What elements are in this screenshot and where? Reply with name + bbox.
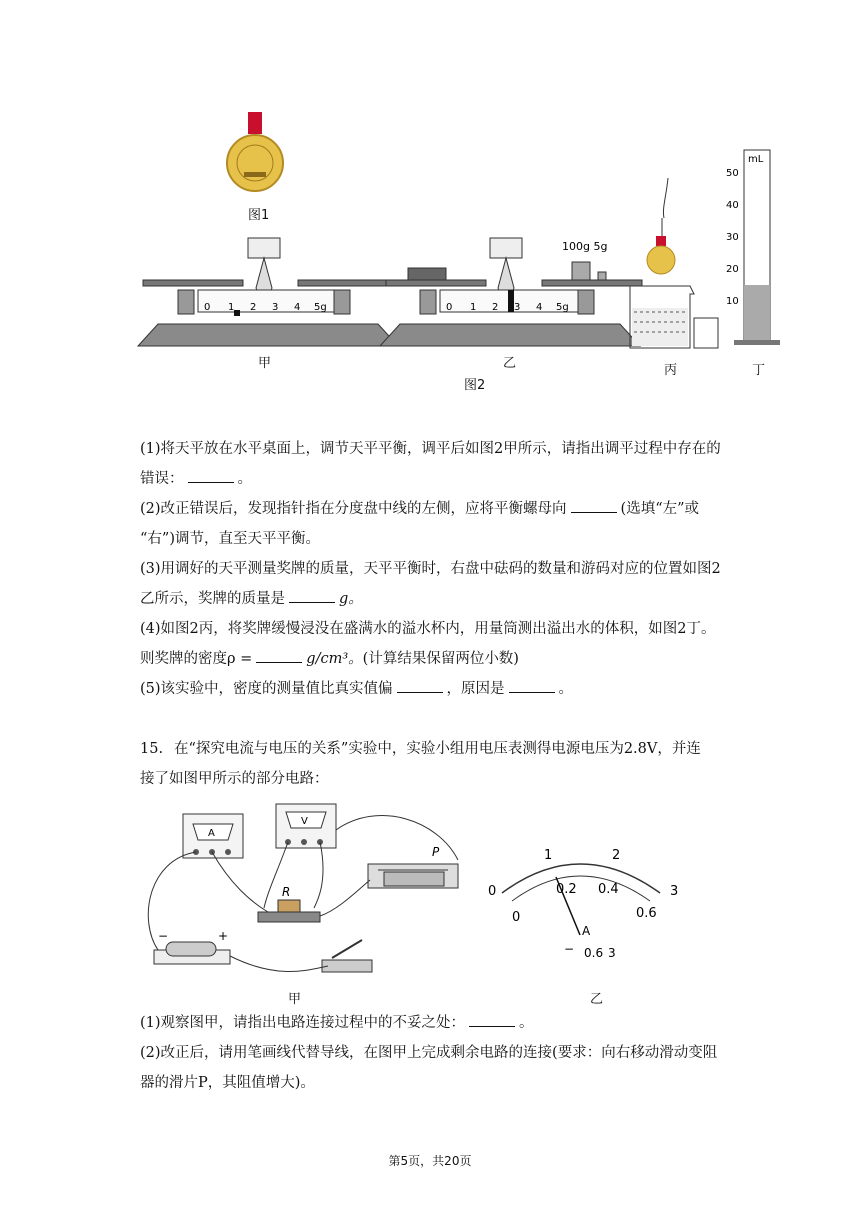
scale-tick: 4 — [294, 302, 301, 313]
q15-part-1: (1)观察图甲，请指出电路连接过程中的不妥之处： 。 — [140, 1008, 760, 1038]
balance-jia — [138, 238, 398, 346]
battery-minus: − — [158, 929, 169, 943]
cylinder-tick: 10 — [726, 296, 739, 307]
scale-tick: 2 — [492, 302, 499, 313]
q14-part-4-line-1: (4)如图2丙，将奖牌缓慢浸没在盛满水的溢水杯内，用量筒测出溢出水的体积，如图2丁。 — [140, 621, 716, 637]
q15-part-2-line-1: (2)改正后，请用笔画线代替导线，在图甲上完成剩余电路的连接(要求：向右移动滑动变阻 — [140, 1045, 718, 1061]
cylinder-tick: 20 — [726, 264, 739, 275]
dial-label: 3 — [670, 884, 679, 899]
cylinder-tick: 40 — [726, 200, 739, 211]
answer-blank — [397, 678, 443, 693]
figure-1-medal — [220, 108, 290, 198]
scale-tick: 5g — [556, 302, 569, 313]
dial-label: 0 — [512, 910, 521, 925]
scale-tick: 2 — [250, 302, 257, 313]
q14-part-5: (5)该实验中，密度的测量值比真实值偏 ，原因是 。 — [140, 674, 760, 704]
circuit-diagram — [138, 800, 468, 980]
q15-part-2-line-2: 器的滑片P，其阻值增大)。 — [140, 1075, 315, 1091]
dial-label: 0.2 — [556, 882, 577, 897]
label-bing: 丙 — [664, 363, 678, 378]
resistor-label: R — [282, 885, 291, 899]
answer-blank — [571, 498, 617, 513]
medal-disc — [227, 135, 283, 191]
weights-label: 100g 5g — [562, 240, 608, 253]
medal-ribbon — [248, 112, 262, 134]
scale-tick: 5g — [314, 302, 327, 313]
scale-tick: 4 — [536, 302, 543, 313]
dial-label: 0.6 — [636, 906, 657, 921]
ammeter-label: A — [208, 828, 215, 839]
cylinder-unit: mL — [748, 154, 764, 165]
q14-part-1-line-2: 错误： 。 — [140, 464, 760, 494]
question-15-parts — [140, 1008, 760, 1098]
dial-label: 0 — [488, 884, 497, 899]
question-14 — [140, 434, 760, 704]
question-number: 15. — [140, 741, 164, 757]
question-15-intro: 15. 在“探究电流与电压的关系”实验中，实验小组用电压表测得电源电压为2.8V，并连 接了如图甲所示的部分电路： — [140, 734, 760, 794]
scale-tick: 1 — [228, 302, 235, 313]
scale-tick: 1 — [470, 302, 477, 313]
balance-yi — [380, 238, 642, 346]
q14-part-3-line-2: 乙所示，奖牌的质量是 g。 — [140, 584, 760, 614]
scale-tick: 3 — [514, 302, 521, 313]
q14-part-1-line-1: (1)将天平放在水平桌面上，调节天平平衡，调平后如图2甲所示，请指出调平过程中存在的 — [140, 441, 721, 457]
q14-part-2-line-1: (2)改正错误后，发现指针指在分度盘中线的左侧，应将平衡螺母向 (选填“左”或 — [140, 494, 760, 524]
dial-label: 1 — [544, 848, 553, 863]
answer-blank — [469, 1012, 515, 1027]
dial-caption-yi: 乙 — [590, 992, 604, 1007]
cylinder-tick: 50 — [726, 168, 739, 179]
cylinder-tick: 30 — [726, 232, 739, 243]
scale-tick: 3 — [272, 302, 279, 313]
figure-1-caption: 图1 — [248, 208, 270, 223]
dial-terminal: 0.6 — [584, 946, 604, 960]
label-ding: 丁 — [752, 363, 766, 378]
voltmeter-label: V — [301, 816, 308, 827]
measuring-cylinder — [726, 150, 780, 345]
circuit-caption-jia: 甲 — [288, 992, 302, 1007]
answer-blank — [256, 648, 302, 663]
scale-tick: 0 — [204, 302, 211, 313]
page-footer: 第5页，共20页 — [388, 1154, 472, 1168]
dial-terminal: − — [564, 942, 575, 956]
overflow-cup — [630, 178, 718, 348]
battery-plus: + — [218, 929, 229, 943]
answer-blank — [509, 678, 555, 693]
q14-part-3-line-1: (3)用调好的天平测量奖牌的质量，天平平衡时，右盘中砝码的数量和游码对应的位置如图2 — [140, 561, 721, 577]
label-jia: 甲 — [258, 356, 272, 371]
figure-2-caption: 图2 — [464, 378, 486, 393]
answer-blank — [188, 468, 234, 483]
dial-label: 0.4 — [598, 882, 619, 897]
ammeter-dial — [480, 835, 690, 975]
answer-blank — [289, 588, 335, 603]
slider-label: P — [432, 845, 440, 859]
dial-label: 2 — [612, 848, 621, 863]
q14-part-4-line-2: 则奖牌的密度ρ = g/cm³。(计算结果保留两位小数) — [140, 644, 760, 674]
label-yi: 乙 — [503, 356, 517, 371]
scale-tick: 0 — [446, 302, 453, 313]
dial-terminal: 3 — [608, 946, 616, 960]
q14-part-2-line-2: “右”)调节，直至天平平衡。 — [140, 531, 320, 547]
dial-unit: A — [582, 924, 591, 938]
